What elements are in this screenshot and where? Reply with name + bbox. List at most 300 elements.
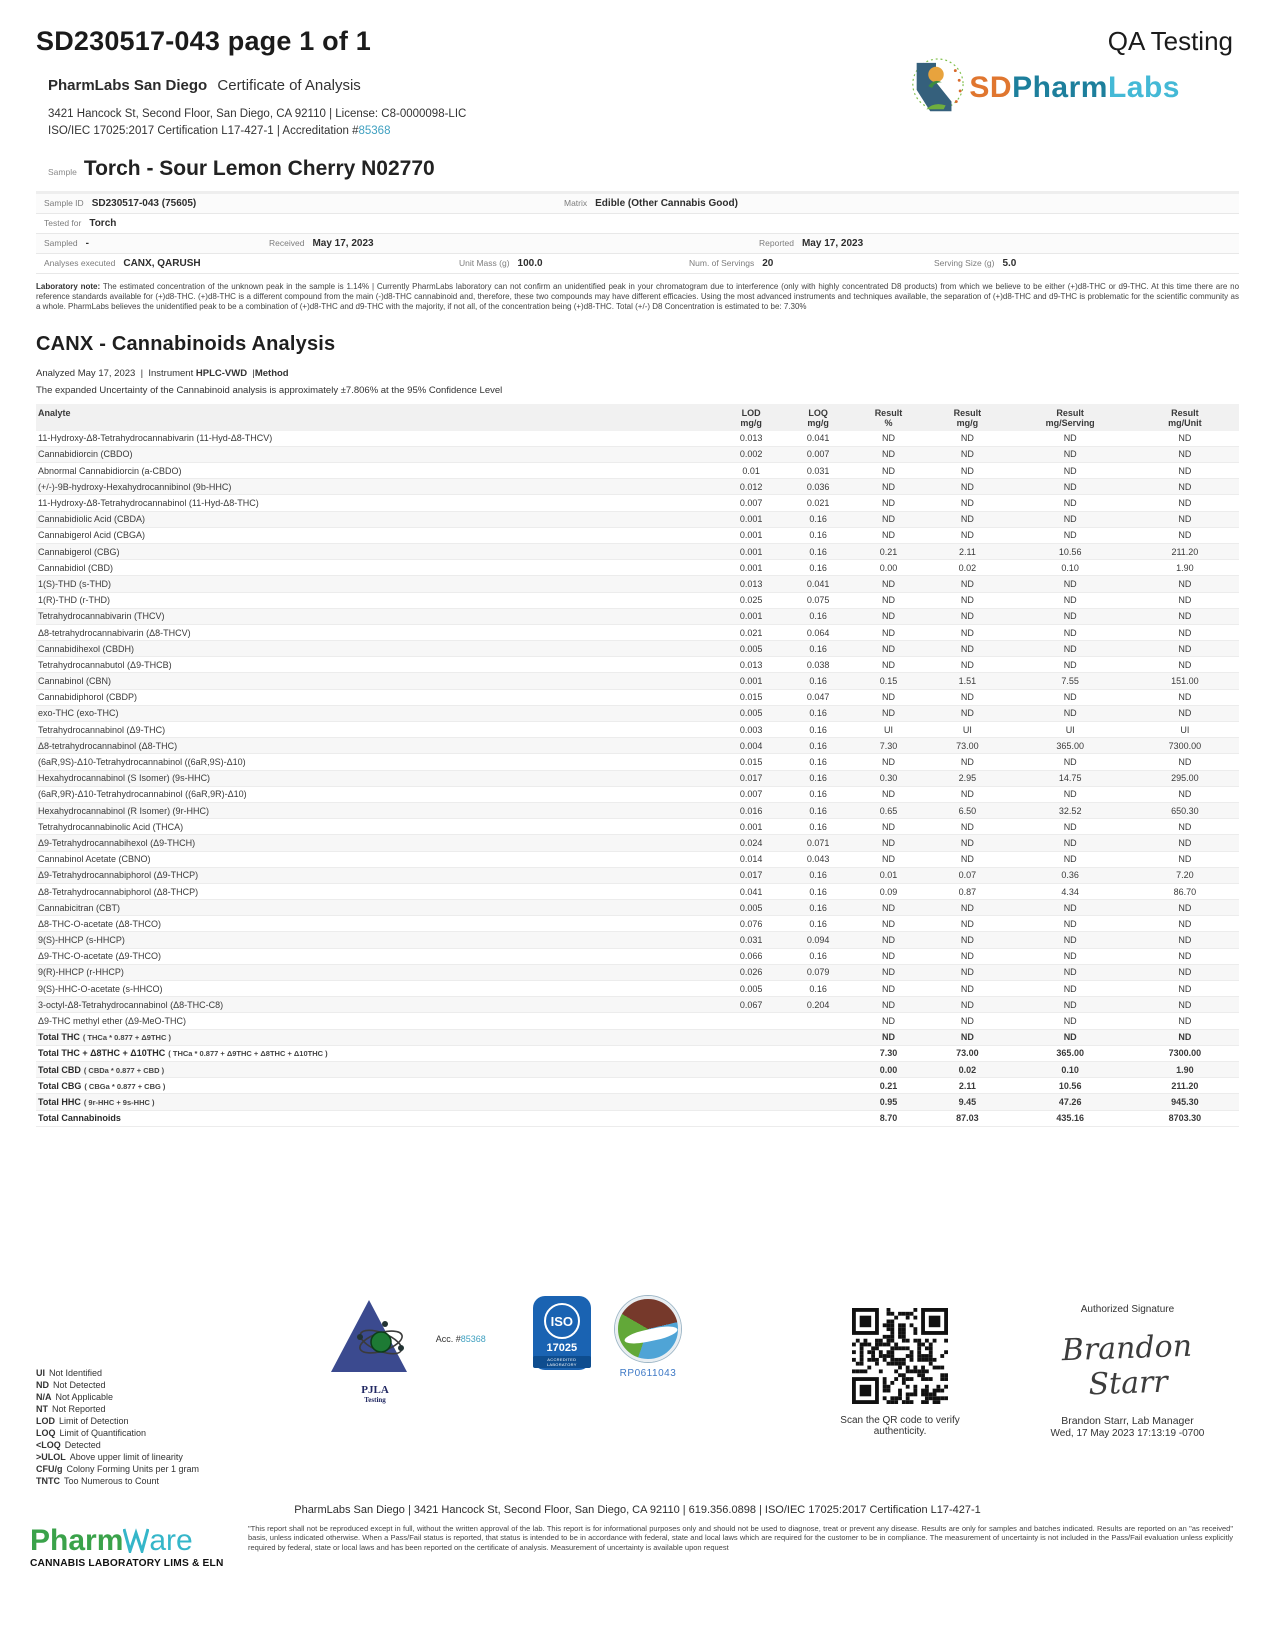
sampled-pair <box>44 238 269 249</box>
result-value: ND <box>852 495 926 511</box>
table-row <box>36 624 1239 640</box>
info-row-analyses <box>36 254 1239 274</box>
result-value: 1.51 <box>925 673 1009 689</box>
limit-value: 0.16 <box>785 786 852 802</box>
analyte-name: Total Cannabinoids <box>36 1110 718 1126</box>
result-value: ND <box>1010 851 1131 867</box>
table-row <box>36 770 1239 786</box>
analyte-name: Cannabidihexol (CBDH) <box>36 641 718 657</box>
result-value: ND <box>1131 916 1239 932</box>
result-value: ND <box>1131 446 1239 462</box>
tested-for-pair <box>44 218 116 229</box>
result-value: ND <box>925 932 1009 948</box>
result-value: ND <box>1010 689 1131 705</box>
analyte-name: Cannabidiphorol (CBDP) <box>36 689 718 705</box>
result-value: 0.36 <box>1010 867 1131 883</box>
analyte-name: Total HHC ( 9r-HHC + 9s-HHC ) <box>36 1094 718 1110</box>
limit-value: 0.015 <box>718 689 785 705</box>
result-value: ND <box>925 495 1009 511</box>
received-value: May 17, 2023 <box>312 237 374 249</box>
pjla-acc-label: Acc. # <box>435 1334 461 1344</box>
result-value: ND <box>852 835 926 851</box>
doc-type: Certificate of Analysis <box>217 77 361 94</box>
received-label: Received <box>269 237 305 248</box>
result-value: 151.00 <box>1131 673 1239 689</box>
result-value: ND <box>925 786 1009 802</box>
result-value: ND <box>1131 431 1239 447</box>
result-value: ND <box>852 964 926 980</box>
analyte-name: Abnormal Cannabidiorcin (a-CBDO) <box>36 463 718 479</box>
result-value: ND <box>852 624 926 640</box>
result-value: ND <box>1131 705 1239 721</box>
limit-value: 0.16 <box>785 527 852 543</box>
top-bar <box>0 0 1275 57</box>
result-mgserving-column-header: Result mg/Serving <box>1045 407 1095 428</box>
signature-script: Brandon Starr <box>1061 1328 1193 1403</box>
table-row <box>36 883 1239 899</box>
servings-label: Num. of Servings <box>689 257 755 268</box>
limit-value: 0.079 <box>785 964 852 980</box>
sampled-label: Sampled <box>44 237 78 248</box>
reported-label: Reported <box>759 237 794 248</box>
result-value: 650.30 <box>1131 802 1239 818</box>
limit-value <box>718 1061 785 1077</box>
limit-value: 0.002 <box>718 446 785 462</box>
limit-value: 0.014 <box>718 851 785 867</box>
analyte-name: Δ8-tetrahydrocannabivarin (Δ8-THCV) <box>36 624 718 640</box>
limit-value: 0.16 <box>785 770 852 786</box>
qr-code <box>852 1308 948 1404</box>
result-value: ND <box>852 576 926 592</box>
limit-value: 0.067 <box>718 997 785 1013</box>
limit-value: 0.003 <box>718 722 785 738</box>
result-value: ND <box>1010 446 1131 462</box>
accreditation-link[interactable]: 85368 <box>358 125 391 138</box>
pjla-acc-number-link[interactable]: 85368 <box>460 1334 486 1344</box>
result-value: ND <box>1010 657 1131 673</box>
result-value: 435.16 <box>1010 1110 1131 1126</box>
result-value: ND <box>1131 527 1239 543</box>
sample-info-table <box>36 191 1239 274</box>
pharmware-logo <box>30 1524 230 1569</box>
result-value: ND <box>925 463 1009 479</box>
table-row <box>36 867 1239 883</box>
table-row <box>36 527 1239 543</box>
limit-value: 0.015 <box>718 754 785 770</box>
dea-badge <box>613 1296 683 1379</box>
result-value: UI <box>1131 722 1239 738</box>
result-value: 87.03 <box>925 1110 1009 1126</box>
result-value: ND <box>852 592 926 608</box>
result-value: ND <box>1010 527 1131 543</box>
result-value: ND <box>1131 576 1239 592</box>
result-value: ND <box>852 754 926 770</box>
analyte-name: 9(S)-HHCP (s-HHCP) <box>36 932 718 948</box>
result-value: 0.07 <box>925 867 1009 883</box>
analyte-name: 11-Hydroxy-Δ8-Tetrahydrocannabinol (11-Hyd-Δ8-THC) <box>36 495 718 511</box>
result-value: ND <box>852 900 926 916</box>
result-value: ND <box>1131 948 1239 964</box>
serving-size-pair <box>934 258 1016 269</box>
result-value: 10.56 <box>1010 1078 1131 1094</box>
result-value: ND <box>925 479 1009 495</box>
result-value: ND <box>852 689 926 705</box>
limit-value: 0.024 <box>718 835 785 851</box>
limit-value <box>785 1045 852 1061</box>
pjla-name: PJLA <box>361 1384 389 1396</box>
legend-item: >ULOL Above upper limit of linearity <box>36 1451 183 1462</box>
result-value: ND <box>1010 705 1131 721</box>
analyte-name: Total CBD ( CBDa * 0.877 + CBD ) <box>36 1061 718 1077</box>
meta-sep2: | <box>249 367 255 379</box>
result-value: 7.30 <box>852 738 926 754</box>
result-value: ND <box>1010 948 1131 964</box>
result-value: ND <box>1131 463 1239 479</box>
limit-value <box>785 1029 852 1045</box>
analyte-name: Cannabinol Acetate (CBNO) <box>36 851 718 867</box>
limit-value: 0.001 <box>718 819 785 835</box>
legend-item: ND Not Detected <box>36 1379 106 1390</box>
result-value: ND <box>1131 754 1239 770</box>
result-value: ND <box>925 576 1009 592</box>
dea-registration-code[interactable]: RP0611043 <box>619 1368 677 1379</box>
result-value: 0.21 <box>852 543 926 559</box>
result-value: ND <box>925 592 1009 608</box>
result-value: ND <box>1131 592 1239 608</box>
iso-ring-text: ISO <box>544 1303 580 1339</box>
servings-pair <box>689 258 934 269</box>
result-value: 7.55 <box>1010 673 1131 689</box>
analyte-name: Total CBG ( CBGa * 0.877 + CBG ) <box>36 1078 718 1094</box>
limit-value: 0.007 <box>718 495 785 511</box>
result-value: ND <box>1131 851 1239 867</box>
table-row <box>36 1078 1239 1094</box>
analyte-name: 9(S)-HHC-O-acetate (s-HHCO) <box>36 981 718 997</box>
limit-value <box>718 1094 785 1110</box>
limit-value: 0.001 <box>718 608 785 624</box>
table-row <box>36 1013 1239 1029</box>
result-value: ND <box>1010 1013 1131 1029</box>
cert-prefix: ISO/IEC 17025:2017 Certification L17-427-1 | Accreditation # <box>48 125 359 138</box>
instrument-value: HPLC-VWD <box>195 367 248 379</box>
result-value: ND <box>1010 576 1131 592</box>
result-value: ND <box>925 624 1009 640</box>
result-value: ND <box>852 446 926 462</box>
result-value: ND <box>852 479 926 495</box>
result-value: ND <box>852 1013 926 1029</box>
result-value: 0.00 <box>852 560 926 576</box>
meta-sep1: | <box>137 367 149 379</box>
table-row <box>36 964 1239 980</box>
result-value: ND <box>852 851 926 867</box>
lab-address-line: 3421 Hancock St, Second Floor, San Diego, CA 92110 | License: C8-0000098-LIC <box>48 108 467 120</box>
result-value: ND <box>1131 964 1239 980</box>
dea-seal-icon <box>615 1296 681 1362</box>
result-value: ND <box>925 851 1009 867</box>
limit-value: 0.041 <box>785 431 852 447</box>
limit-value: 0.01 <box>718 463 785 479</box>
sampled-value: - <box>85 237 89 249</box>
legend-item: UI Not Identified <box>36 1368 103 1378</box>
result-value: 365.00 <box>1010 738 1131 754</box>
analyzed-label: Analyzed <box>36 367 76 379</box>
footer <box>0 1290 1275 1650</box>
analyte-name: (6aR,9R)-Δ10-Tetrahydrocannabinol ((6aR,9R)-Δ10) <box>36 786 718 802</box>
result-value: ND <box>925 689 1009 705</box>
result-value: ND <box>852 786 926 802</box>
limit-value: 0.16 <box>785 916 852 932</box>
result-value: ND <box>1010 964 1131 980</box>
result-value: 0.87 <box>925 883 1009 899</box>
limit-value <box>785 1061 852 1077</box>
result-value: ND <box>1010 624 1131 640</box>
signer-name-line: Brandon Starr, Lab Manager <box>1061 1415 1194 1427</box>
result-value: ND <box>925 527 1009 543</box>
analyte-name: Cannabigerol (CBG) <box>36 543 718 559</box>
result-value: 0.01 <box>852 867 926 883</box>
result-value: ND <box>1131 1013 1239 1029</box>
result-value: ND <box>1131 932 1239 948</box>
unit-mass-pair <box>459 258 689 269</box>
info-row-dates <box>36 234 1239 254</box>
analyzed-date: May 17, 2023 <box>77 367 136 379</box>
analyte-name: Δ8-tetrahydrocannabinol (Δ8-THC) <box>36 738 718 754</box>
limit-value: 0.16 <box>785 900 852 916</box>
result-value: 0.65 <box>852 802 926 818</box>
analyte-name: Tetrahydrocannabivarin (THCV) <box>36 608 718 624</box>
result-value: ND <box>925 835 1009 851</box>
limit-value: 0.016 <box>718 802 785 818</box>
table-row <box>36 1045 1239 1061</box>
result-value: ND <box>852 932 926 948</box>
limit-value: 0.16 <box>785 819 852 835</box>
limit-value: 0.16 <box>785 754 852 770</box>
result-value: 7.30 <box>852 1045 926 1061</box>
analyte-name: Δ9-THC-O-acetate (Δ9-THCO) <box>36 948 718 964</box>
iso-sub-label: ACCREDITED LABORATORY <box>533 1356 591 1368</box>
analyte-name: 1(S)-THD (s-THD) <box>36 576 718 592</box>
analyte-table-body <box>36 431 1239 1127</box>
accreditation-badges <box>267 1296 1233 1439</box>
unit-mass-value: 100.0 <box>517 257 543 269</box>
result-value: 0.95 <box>852 1094 926 1110</box>
limit-value: 0.16 <box>785 948 852 964</box>
result-value: ND <box>852 641 926 657</box>
result-value: 9.45 <box>925 1094 1009 1110</box>
result-value: ND <box>925 948 1009 964</box>
limit-value: 0.16 <box>785 641 852 657</box>
result-value: ND <box>1010 608 1131 624</box>
result-value: ND <box>925 705 1009 721</box>
result-value: ND <box>1010 1029 1131 1045</box>
result-value: 211.20 <box>1131 543 1239 559</box>
analyte-name: Tetrahydrocannabutol (Δ9-THCB) <box>36 657 718 673</box>
qr-block <box>823 1308 977 1437</box>
analyte-name: Hexahydrocannabinol (R Isomer) (9r-HHC) <box>36 802 718 818</box>
limit-value: 0.038 <box>785 657 852 673</box>
method-label: Method <box>254 367 289 379</box>
analysis-meta-line <box>36 368 1239 379</box>
result-value: ND <box>1131 689 1239 705</box>
analyte-name: Total THC + Δ8THC + Δ10THC ( THCa * 0.877 + Δ9THC + Δ8THC + Δ10THC ) <box>36 1045 718 1061</box>
limit-value: 0.005 <box>718 900 785 916</box>
result-value: ND <box>852 948 926 964</box>
laboratory-note-text: The estimated concentration of the unknown peak in the sample is 1.14% | Currently PharmLabs laboratory can not confirm an unidentified peak in your chromatogram due to interference (only with highly concentrated D8 products) from which we believe to be either (+)d8-THC or d9-THC. At this time there are no reference standards available for (+)d8-THC. (+)d8-THC is a different compound from the main (-)d8-THC cannabinoid and, therefore, these two compounds may have different efficacies. Using the most advanced instruments and techniques available, the separation of (+)d8-THC and d9-THC is problematic for the scientific community as a whole. PharmLabs believes the unidentified peak to be a combination of (+)d8-THC and d9-THC with the majority, if not all, of the concentration being (+)d8-THC. Total (+/-) D8 Concentration is estimated to be: 7.30% <box>36 281 1240 312</box>
limit-value: 0.16 <box>785 867 852 883</box>
table-row <box>36 786 1239 802</box>
result-value: ND <box>925 511 1009 527</box>
analyte-name: Δ9-Tetrahydrocannabihexol (Δ9-THCH) <box>36 835 718 851</box>
result-value: ND <box>925 964 1009 980</box>
result-value: ND <box>1010 997 1131 1013</box>
result-value: ND <box>1131 624 1239 640</box>
table-row <box>36 608 1239 624</box>
unit-mass-label: Unit Mass (g) <box>459 257 510 268</box>
limit-value: 0.076 <box>718 916 785 932</box>
legend-item: NT Not Reported <box>36 1403 106 1414</box>
limit-value: 0.013 <box>718 431 785 447</box>
analyte-name: exo-THC (exo-THC) <box>36 705 718 721</box>
legend-item: CFU/g Colony Forming Units per 1 gram <box>36 1463 200 1474</box>
limit-value: 0.017 <box>718 770 785 786</box>
result-value: ND <box>925 819 1009 835</box>
serving-size-label: Serving Size (g) <box>934 257 995 268</box>
analyte-name: Total THC ( THCa * 0.877 + Δ9THC ) <box>36 1029 718 1045</box>
tested-for-value: Torch <box>89 217 117 229</box>
signature-block <box>1022 1304 1233 1439</box>
analyses-label: Analyses executed <box>44 257 116 268</box>
result-value: UI <box>1010 722 1131 738</box>
limit-value: 0.071 <box>785 835 852 851</box>
limit-value: 0.005 <box>718 981 785 997</box>
table-row <box>36 916 1239 932</box>
result-value: 1.90 <box>1131 560 1239 576</box>
analyte-name: Cannabicitran (CBT) <box>36 900 718 916</box>
limit-value <box>718 1013 785 1029</box>
analyte-column-header: Analyte <box>38 407 71 418</box>
sample-id-label: Sample ID <box>44 197 84 208</box>
lab-cert-line <box>48 123 1233 140</box>
result-value: ND <box>1010 981 1131 997</box>
result-value: 365.00 <box>1010 1045 1131 1061</box>
limit-value: 0.16 <box>785 738 852 754</box>
result-value: ND <box>1131 786 1239 802</box>
table-row <box>36 851 1239 867</box>
result-value: 211.20 <box>1131 1078 1239 1094</box>
result-value: ND <box>852 819 926 835</box>
limit-value: 0.001 <box>718 560 785 576</box>
result-mgunit-column-header: Result mg/Unit <box>1168 407 1202 428</box>
result-value: 73.00 <box>925 1045 1009 1061</box>
result-value: 14.75 <box>1010 770 1131 786</box>
table-row <box>36 641 1239 657</box>
iso-badge-box <box>533 1296 591 1370</box>
result-value: ND <box>852 657 926 673</box>
limit-value: 0.013 <box>718 576 785 592</box>
servings-value: 20 <box>762 257 774 269</box>
result-value: ND <box>1131 657 1239 673</box>
iso-number: 17025 <box>546 1342 578 1354</box>
result-value: UI <box>925 722 1009 738</box>
result-value: ND <box>1131 819 1239 835</box>
pharmware-wordmark <box>30 1524 230 1558</box>
analyte-name: 9(R)-HHCP (r-HHCP) <box>36 964 718 980</box>
result-value: 7300.00 <box>1131 1045 1239 1061</box>
pjla-badge <box>322 1296 486 1404</box>
matrix-label: Matrix <box>564 197 588 208</box>
result-value: ND <box>1010 431 1131 447</box>
pjla-acc-line <box>436 1334 486 1344</box>
limit-value: 0.025 <box>718 592 785 608</box>
result-value: ND <box>1010 511 1131 527</box>
result-pct-column-header: Result % <box>874 407 903 428</box>
limit-value <box>718 1045 785 1061</box>
result-value: 0.00 <box>852 1061 926 1077</box>
result-value: ND <box>1010 819 1131 835</box>
limit-value: 0.16 <box>785 722 852 738</box>
table-row <box>36 511 1239 527</box>
result-value: ND <box>1010 932 1131 948</box>
table-row <box>36 819 1239 835</box>
tested-for-label: Tested for <box>44 217 82 228</box>
signature-date-line: Wed, 17 May 2023 17:13:19 -0700 <box>1050 1428 1205 1439</box>
qr-caption: Scan the QR code to verify authenticity. <box>840 1415 960 1437</box>
limit-value: 0.001 <box>718 511 785 527</box>
qa-testing-label: QA Testing <box>1107 26 1233 56</box>
loq-column-header: LOQ mg/g <box>807 407 829 428</box>
result-value: ND <box>1010 900 1131 916</box>
limit-value: 0.021 <box>718 624 785 640</box>
result-value: ND <box>925 981 1009 997</box>
result-value: 0.02 <box>925 560 1009 576</box>
sample-line <box>0 141 1275 181</box>
limit-value: 0.043 <box>785 851 852 867</box>
result-value: ND <box>1131 495 1239 511</box>
matrix-pair <box>564 198 738 209</box>
table-row <box>36 689 1239 705</box>
result-value: 0.09 <box>852 883 926 899</box>
result-value: ND <box>852 997 926 1013</box>
limit-value: 0.047 <box>785 689 852 705</box>
limit-value: 0.001 <box>718 527 785 543</box>
limit-value: 0.064 <box>785 624 852 640</box>
limit-value: 0.007 <box>718 786 785 802</box>
cannabinoid-results-table <box>36 404 1239 1127</box>
lab-name: PharmLabs San Diego <box>48 77 208 94</box>
limit-value: 0.005 <box>718 705 785 721</box>
table-row <box>36 431 1239 447</box>
laboratory-note <box>36 282 1239 313</box>
table-row <box>36 722 1239 738</box>
limit-value <box>785 1094 852 1110</box>
table-row <box>36 495 1239 511</box>
analyte-name: Δ8-Tetrahydrocannabiphorol (Δ8-THCP) <box>36 883 718 899</box>
limit-value: 0.021 <box>785 495 852 511</box>
table-row <box>36 576 1239 592</box>
result-value: ND <box>1131 835 1239 851</box>
result-value: ND <box>925 754 1009 770</box>
brand-wordmark <box>969 71 1180 105</box>
result-value: 2.11 <box>925 543 1009 559</box>
brand-labs: Labs <box>1107 71 1180 104</box>
limit-value <box>718 1029 785 1045</box>
pharmware-are: are <box>149 1523 193 1557</box>
table-row <box>36 835 1239 851</box>
limit-value: 0.031 <box>785 463 852 479</box>
limit-value: 0.013 <box>718 657 785 673</box>
table-row <box>36 463 1239 479</box>
result-value: 295.00 <box>1131 770 1239 786</box>
